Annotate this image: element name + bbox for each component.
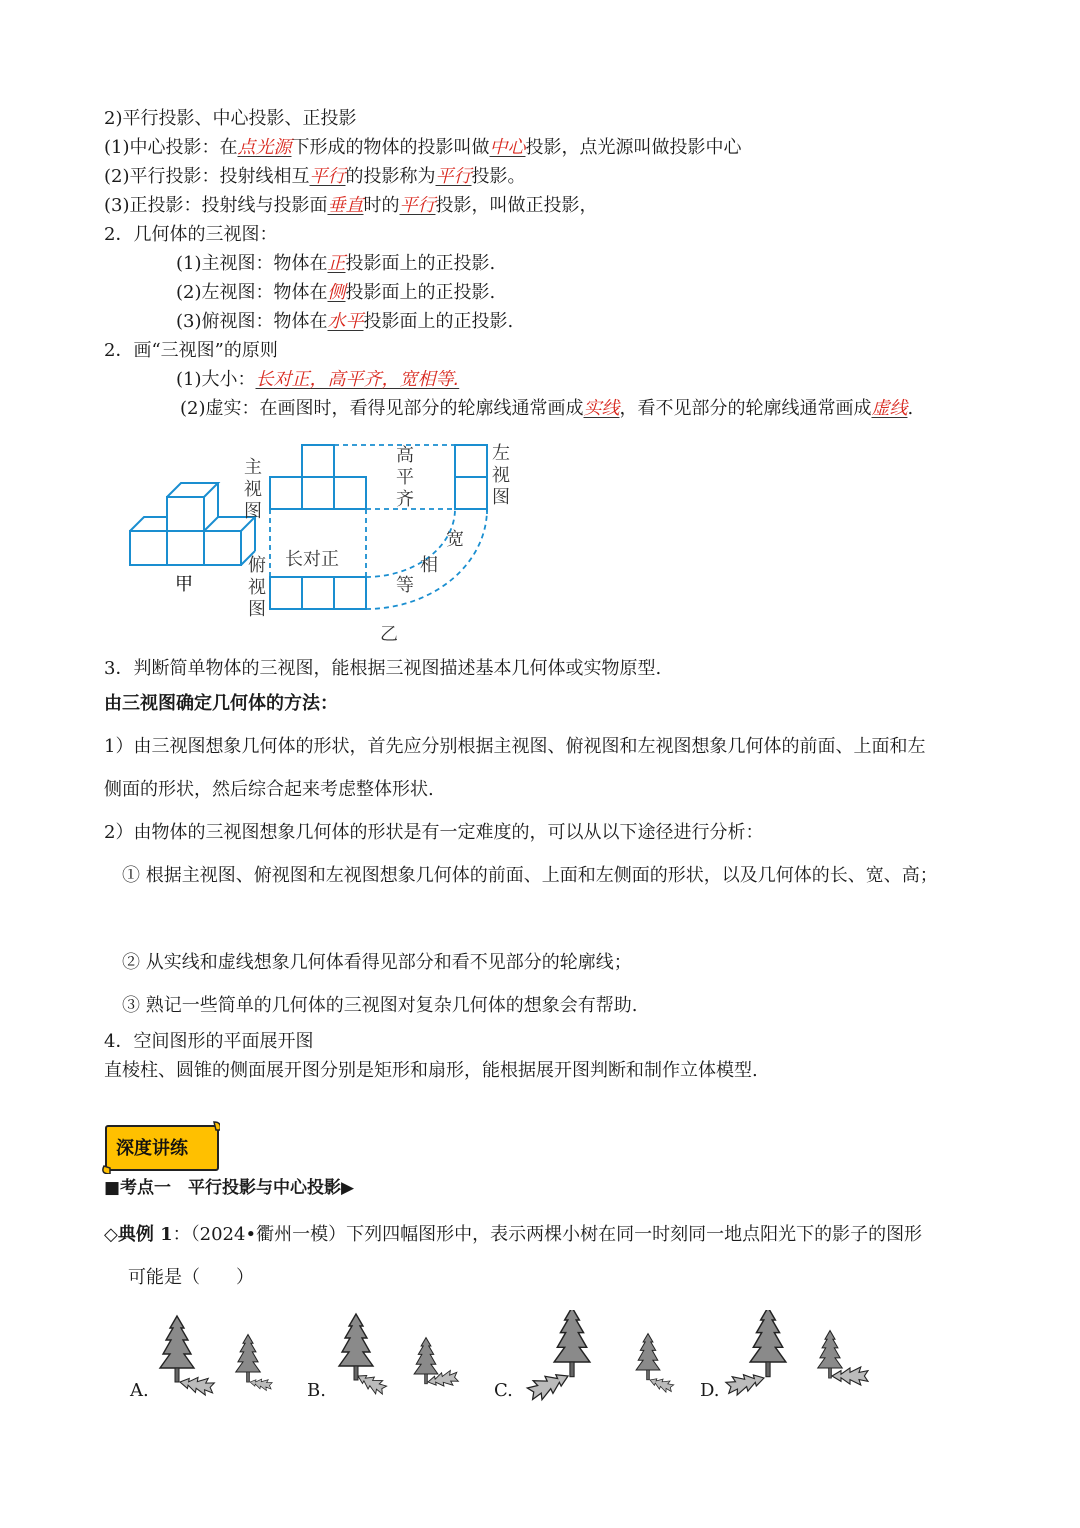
answer-fill: 平行 xyxy=(399,195,436,216)
text: (3)俯视图：物体在 xyxy=(176,311,328,332)
figure-label-yi: 乙 xyxy=(380,624,398,645)
line-left-view xyxy=(176,284,495,302)
option-c-label[interactable]: C. xyxy=(494,1380,513,1401)
method-heading: 由三视图确定几何体的方法： xyxy=(104,693,338,714)
text: ，看不见部分的轮廓线通常画成 xyxy=(619,398,872,419)
label-fu-1: 俯 xyxy=(248,555,266,576)
text: 时的 xyxy=(363,195,400,216)
line-net-heading: 4．空间图形的平面展开图 xyxy=(104,1031,314,1052)
text: . xyxy=(907,398,914,419)
option-d-label[interactable]: D. xyxy=(700,1380,720,1401)
text: 的投影称为 xyxy=(345,166,436,187)
text: (2)平行投影：投射线相互 xyxy=(104,166,310,187)
text: 投影面上的正投影. xyxy=(363,311,514,332)
line-drawing-principles: 2．画“三视图”的原则 xyxy=(104,340,278,361)
line-solid-dashed-rule xyxy=(180,400,913,418)
answer-fill: 虚线 xyxy=(871,398,908,419)
cube-solid xyxy=(130,483,255,565)
line-size-rule xyxy=(176,371,459,389)
label-zuo-1: 左 xyxy=(492,443,510,464)
text: 下形成的物体的投影叫做 xyxy=(291,137,490,158)
answer-fill: 平行 xyxy=(309,166,346,187)
option-b-trees xyxy=(339,1314,459,1397)
text: 投影面上的正投影. xyxy=(345,282,496,303)
answer-fill: 正 xyxy=(327,253,346,274)
line-projection-types: 2)平行投影、中心投影、正投影 xyxy=(104,108,357,129)
method-step-3: ③ 熟记一些简单的几何体的三视图对复杂几何体的想象会有帮助. xyxy=(122,995,638,1016)
label-zuo-3: 图 xyxy=(492,487,510,508)
text: (3)正投影：投射线与投影面 xyxy=(104,195,328,216)
option-d-trees xyxy=(725,1310,868,1397)
method-step-1: ① 根据主视图、俯视图和左视图想象几何体的前面、上面和左侧面的形状，以及几何体的长、宽、高； xyxy=(122,865,938,886)
kaodian-heading: ■考点一 平行投影与中心投影▶ xyxy=(104,1178,355,1198)
label-zhu-3: 图 xyxy=(244,501,262,522)
text: 投影面上的正投影. xyxy=(345,253,496,274)
text: 投影。 xyxy=(471,166,526,187)
three-view-figure xyxy=(120,435,520,645)
section-banner xyxy=(102,1120,220,1170)
option-b-label[interactable]: B. xyxy=(307,1380,326,1401)
method-paragraph-1b: 侧面的形状，然后综合起来考虑整体形状. xyxy=(104,779,434,800)
example-line-1 xyxy=(104,1226,922,1244)
label-kuan-1: 宽 xyxy=(446,529,464,550)
text: (1)中心投影：在 xyxy=(104,137,238,158)
text: 投影，叫做正投影， xyxy=(435,195,598,216)
line-judge-views: 3．判断简单物体的三视图，能根据三视图描述基本几何体或实物原型. xyxy=(104,658,662,679)
figure-label-jia: 甲 xyxy=(175,574,193,595)
label-fu-2: 视 xyxy=(248,577,266,598)
label-fu-3: 图 xyxy=(248,599,266,620)
answer-fill: 垂直 xyxy=(327,195,364,216)
text: (2)左视图：物体在 xyxy=(176,282,328,303)
line-three-views-heading: 2．几何体的三视图： xyxy=(104,224,278,245)
example-label: ◇典例 1 xyxy=(104,1224,173,1245)
answer-fill: 中心 xyxy=(489,137,526,158)
example-text: （2024•衢州一模）下列四幅图形中，表示两棵小树在同一时刻同一地点阳光下的影子的图形 xyxy=(190,1224,923,1245)
label-gao-3: 齐 xyxy=(396,489,414,510)
text: 投影，点光源叫做投影中心 xyxy=(525,137,742,158)
label-gao-2: 平 xyxy=(396,467,414,488)
line-parallel-projection xyxy=(104,168,526,186)
front-view xyxy=(270,445,366,509)
text: (2)虚实：在画图时，看得见部分的轮廓线通常画成 xyxy=(180,398,584,419)
top-view xyxy=(270,577,366,609)
line-central-projection xyxy=(104,139,742,157)
banner-label: 深度讲练 xyxy=(116,1138,188,1159)
option-a-trees xyxy=(160,1316,273,1396)
answer-fill: 点光源 xyxy=(237,137,292,158)
method-step-2: ② 从实线和虚线想象几何体看得见部分和看不见部分的轮廓线； xyxy=(122,952,632,973)
text: ： xyxy=(172,1224,191,1245)
label-chang: 长对正 xyxy=(285,549,339,570)
answer-fill: 长对正，高平齐，宽相等. xyxy=(255,369,460,390)
label-kuan-2: 相 xyxy=(420,555,438,576)
label-kuan-3: 等 xyxy=(396,575,414,596)
line-front-view xyxy=(176,255,495,273)
method-paragraph-2: 2）由物体的三视图想象几何体的形状是有一定难度的，可以从以下途径进行分析： xyxy=(104,822,764,843)
line-orthographic-projection xyxy=(104,197,598,215)
left-view xyxy=(455,445,487,509)
label-zuo-2: 视 xyxy=(492,465,510,486)
label-zhu-1: 主 xyxy=(244,457,262,478)
answer-fill: 平行 xyxy=(435,166,472,187)
answer-fill: 水平 xyxy=(327,311,364,332)
label-zhu-2: 视 xyxy=(244,479,262,500)
option-c-trees xyxy=(525,1310,674,1403)
example-line-2: 可能是（ ） xyxy=(128,1267,254,1288)
text: (1)主视图：物体在 xyxy=(176,253,328,274)
option-a-label[interactable]: A. xyxy=(130,1380,149,1401)
answer-fill: 实线 xyxy=(583,398,620,419)
line-net-desc: 直棱柱、圆锥的侧面展开图分别是矩形和扇形，能根据展开图判断和制作立体模型. xyxy=(104,1060,758,1081)
answer-fill: 侧 xyxy=(327,282,346,303)
text: (1)大小： xyxy=(176,369,256,390)
line-top-view xyxy=(176,313,513,331)
method-paragraph-1a: 1）由三视图想象几何体的形状，首先应分别根据主视图、俯视图和左视图想象几何体的前面、上面和左 xyxy=(104,736,926,757)
label-gao-1: 高 xyxy=(396,445,414,466)
